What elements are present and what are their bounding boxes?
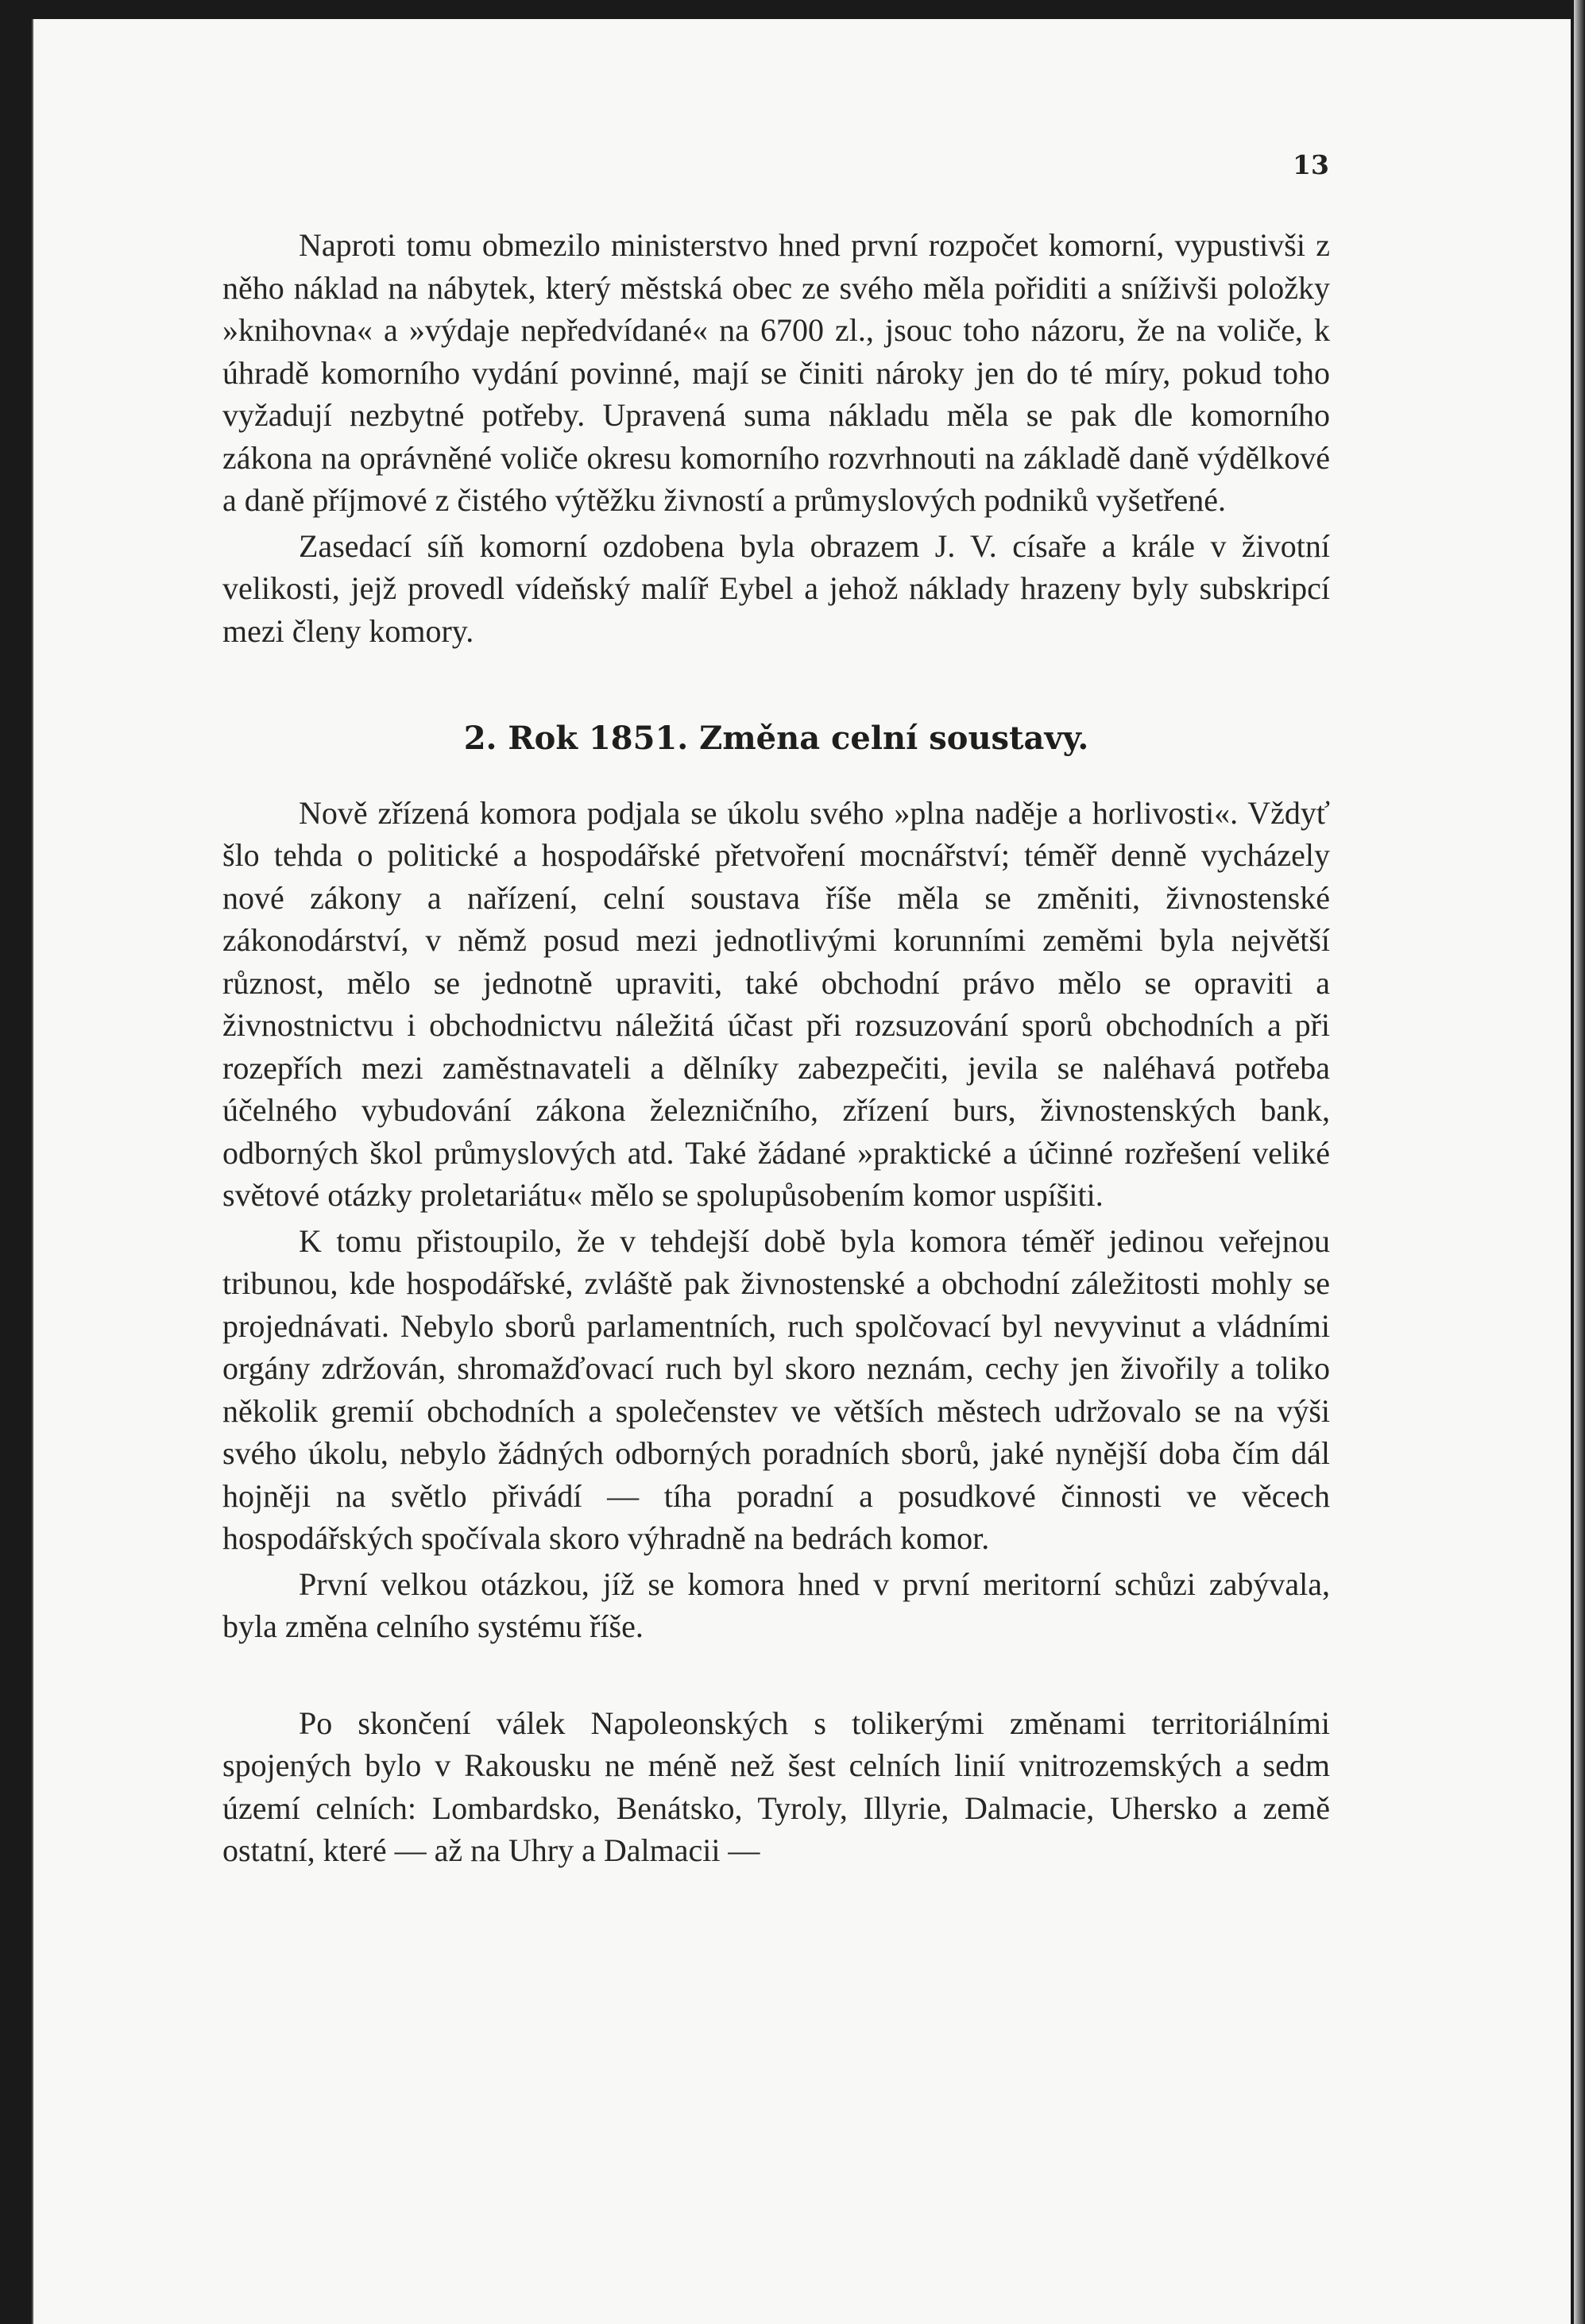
- paragraph-new-chamber: Nově zřízená komora podjala se úkolu svého »plna naděje a horlivosti«. Vždyť šlo tehda o politické a hospodářské přetvoření mocnářství; téměř denně vycházely nové zákony a nařízení, celní soustava říše měla se změniti, živnostenské zákonodárství, v němž posud mezi jednotlivými korunními zeměmi byla největší různost, mělo se jednotně upraviti, také obchodní právo mělo se opraviti a živnostnictvu i obchodnictvu náležitá účast při rozsuzování sporů obchodních a při rozepřích mezi zaměstnavateli a dělníky zabezpečiti, jevila se naléhavá potřeba účelného vybudování zákona železničního, zřízení burs, živnostenských bank, odborných škol průmyslových atd. Také žádané »praktické a účinné rozřešení veliké světové otázky proletariátu« mělo se spolupůsobením komor uspíšiti.: [222, 794, 1330, 1213]
- page-text: [222, 224, 1330, 1872]
- page-number: 13: [1293, 149, 1329, 180]
- paragraph-first-question: První velkou otázkou, jíž se komora hned v první meritorní schůzi zabývala, byla změna celního systému říše.: [222, 1565, 1330, 1644]
- paragraph-public-tribune: K tomu přistoupilo, že v tehdejší době byla komora téměř jedinou veřejnou tribunou, kde hospodářské, zvláště pak živnostenské a obchodní záležitosti mohly se projednávati. Nebylo sborů parlamentních, ruch spolčovací byl nevyvinut a vládními orgány zdržován, shromažďovací ruch byl skoro neznám, cechy jen živořily a toliko několik gremií obchodních a společenstev ve větších městech udržovalo se na výši svého úkolu, nebylo žádných odborných poradních sborů, jaké nynější doba čím dál hojněji na světlo přivádí — tíha poradní a posudkové činnosti ve věcech hospodářských spočívala skoro výhradně na bedrách komor.: [222, 1222, 1330, 1556]
- paragraph-napoleonic-wars: Po skončení válek Napoleonských s tolikerými změnami territoriálními spojených bylo v Rakousku ne méně než šest celních linií vnitrozemských a sedm území celních: Lombardsko, Benátsko, Tyroly, Illyrie, Dalmacie, Uhersko a země ostatní, které — až na Uhry a Dalmacii —: [222, 1704, 1330, 1868]
- section-heading: 2. Rok 1851. Změna celní soustavy.: [463, 720, 1089, 757]
- paragraph-budget: Naproti tomu obmezilo ministerstvo hned první rozpočet komorní, vypustivši z něho náklad na nábytek, který městská obec ze svého měla pořiditi a sníživši položky »knihovna« a »výdaje nepředvídané« na 6700 zl., jsouc toho názoru, že na voliče, k úhradě komorního vydání povinné, mají se činiti nároky jen do té míry, pokud toho vyžadují nezbytné potřeby. Upravená suma nákladu měla se pak dle komorního zákona na oprávněné voliče okresu komorního rozvrhnouti na základě daně výdělkové a daně příjmové z čistého výtěžku živností a průmyslových podniků vyšetřené.: [222, 227, 1330, 518]
- page-edge-shadow: [1574, 0, 1585, 2324]
- paragraph-portrait: Zasedací síň komorní ozdobena byla obrazem J. V. císaře a krále v životní velikosti, jejž provedl vídeňský malíř Eybel a jehož náklady hrazeny byly subskripcí mezi členy komory.: [222, 527, 1330, 649]
